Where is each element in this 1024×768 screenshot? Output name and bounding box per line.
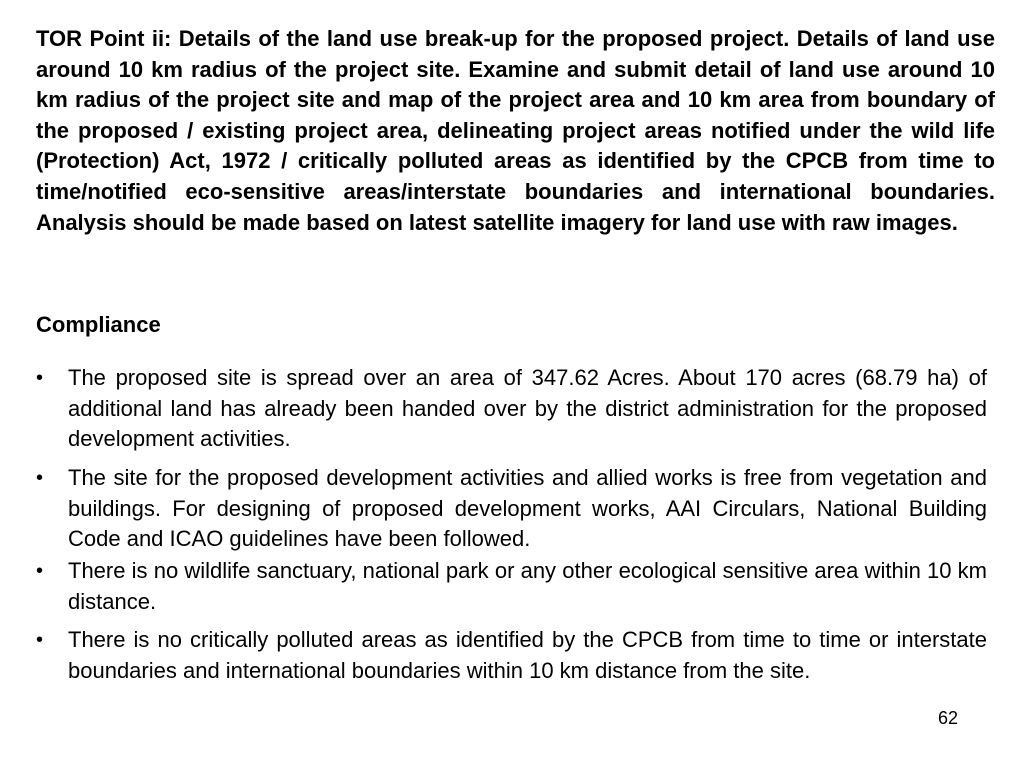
list-item bbox=[36, 556, 987, 617]
list-item bbox=[36, 363, 987, 455]
list-item-text: There is no critically polluted areas as identified by the CPCB from time to time or interstate boundaries and international boundaries within 10 km distance from the site. bbox=[68, 627, 987, 683]
list-item bbox=[36, 625, 987, 686]
list-item bbox=[36, 463, 987, 555]
bullet-icon: • bbox=[36, 560, 44, 582]
list-item-text: The proposed site is spread over an area of 347.62 Acres. About 170 acres (68.79 ha) of additional land has already been handed over by the district administration for the proposed development activities. bbox=[68, 365, 987, 451]
tor-heading: TOR Point ii: Details of the land use break-up for the proposed project. Details of land use around 10 km radius of the project site. Examine and submit detail of land use around 10 km radius of the project site and map of the project area and 10 km area from boundary of the proposed / existing project area, delineating project areas notified under the wild life (Protection) Act, 1972 / critically polluted areas as identified by the CPCB from time to time/notified eco-sensitive areas/interstate boundaries and international boundaries. Analysis should be made based on latest satellite imagery for land use with raw images. bbox=[36, 26, 995, 235]
bullet-icon: • bbox=[36, 367, 44, 389]
list-item-text: There is no wildlife sanctuary, national park or any other ecological sensitive area within 10 km distance. bbox=[68, 558, 987, 614]
page-number: 62 bbox=[938, 708, 959, 728]
compliance-label: Compliance bbox=[36, 312, 161, 337]
list-item-text: The site for the proposed development activities and allied works is free from vegetation and buildings. For designing of proposed development works, AAI Circulars, National Building Code and ICAO guidelines have been followed. bbox=[68, 465, 987, 551]
bullet-icon: • bbox=[36, 629, 44, 651]
bullet-icon: • bbox=[36, 467, 44, 489]
